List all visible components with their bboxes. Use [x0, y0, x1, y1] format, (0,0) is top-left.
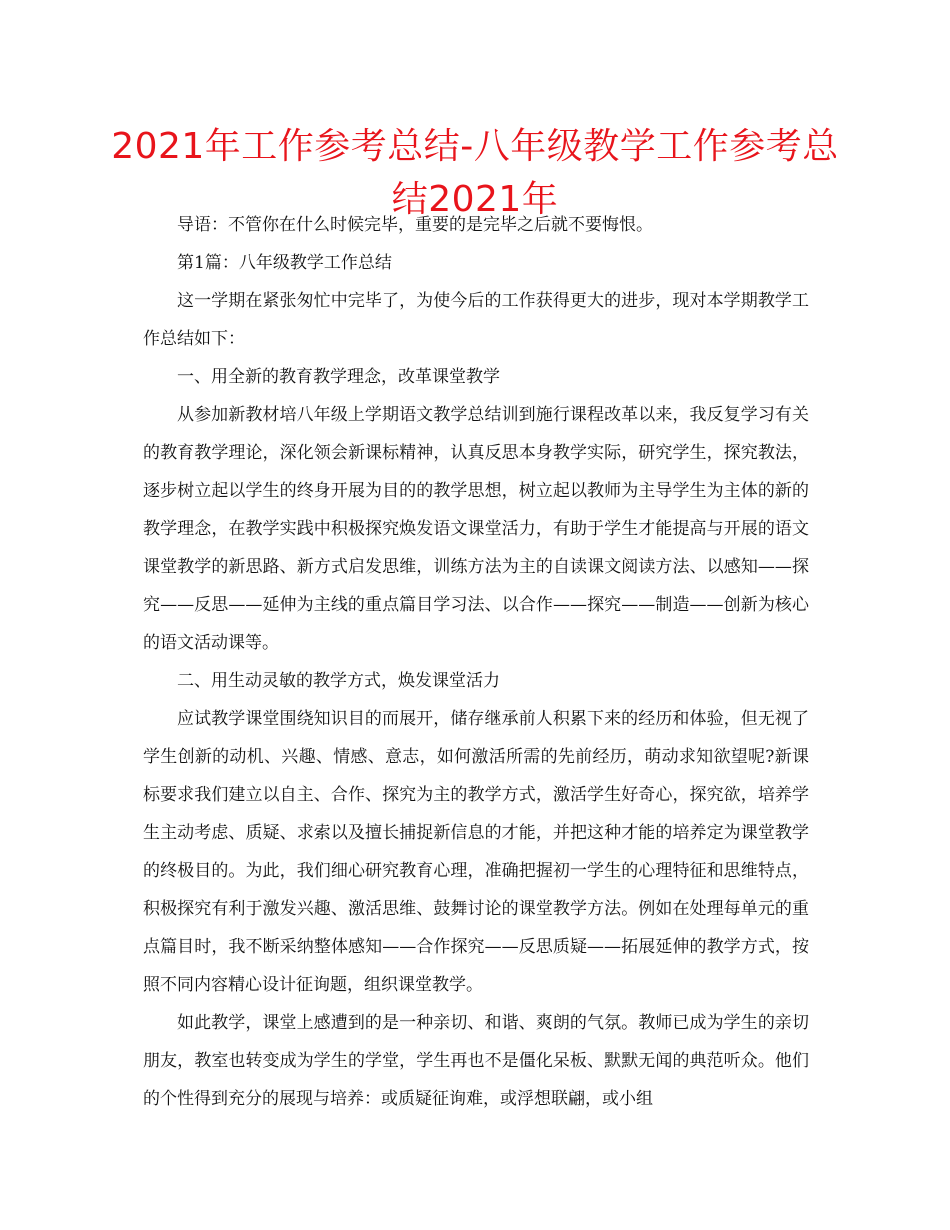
body-paragraph: 这一学期在紧张匆忙中完毕了，为使今后的工作获得更大的进步，现对本学期教学工作总结如下：: [143, 291, 809, 349]
section-heading: 一、用全新的教育教学理念，改革课堂教学: [177, 367, 500, 387]
body-paragraph: 如此教学，课堂上感遭到的是一种亲切、和谐、爽朗的气氛。教师已成为学生的亲切朋友，教室也转变成为学生的学堂，学生再也不是僵化呆板、默默无闻的典范听众。他们的个性得到充分的展现与培养：或质疑征询难，或浮想联翩，或小组: [143, 1013, 809, 1109]
body-paragraph: 从参加新教材培八年级上学期语文教学总结训到施行课程改革以来，我反复学习有关的教育教学理论，深化领会新课标精神，认真反思本身教学实际，研究学生，探究教法，逐步树立起以学生的终身开展为目的的教学思想，树立起以教师为主导学生为主体的新的教学理念，在教学实践中积极探究焕发语文课堂活力，有助于学生才能提高与开展的语文课堂教学的新思路、新方式启发思维，训练方法为主的自读课文阅读方法、以感知——探究——反思——延伸为主线的重点篇目学习法、以合作——探究——制造——创新为核心的语文活动课等。: [143, 405, 809, 653]
body-paragraph: 应试教学课堂围绕知识目的而展开，储存继承前人积累下来的经历和体验，但无视了学生创新的动机、兴趣、情感、意志，如何激活所需的先前经历，萌动求知欲望呢?新课标要求我们建立以自主、合作、探究为主的教学方式，激活学生好奇心，探究欲，培养学生主动考虑、质疑、求索以及擅长捕捉新信息的才能，并把这种才能的培养定为课堂教学的终极目的。为此，我们细心研究教育心理，准确把握初一学生的心理特征和思维特点，积极探究有利于激发兴趣、激活思维、鼓舞讨论的课堂教学方法。例如在处理每单元的重点篇目时，我不断采纳整体感知——合作探究——反思质疑——拓展延伸的教学方式，按照不同内容精心设计征询题，组织课堂教学。: [143, 709, 809, 995]
intro-paragraph: 导语：不管你在什么时候完毕，重要的是完毕之后就不要悔恨。: [177, 215, 653, 235]
document-title: 2021年工作参考总结-八年级教学工作参考总结2021年: [111, 126, 839, 220]
section-heading: 第1篇：八年级教学工作总结: [177, 253, 392, 273]
document-body: [143, 206, 809, 1118]
section-heading: 二、用生动灵敏的教学方式，焕发课堂活力: [177, 671, 500, 691]
